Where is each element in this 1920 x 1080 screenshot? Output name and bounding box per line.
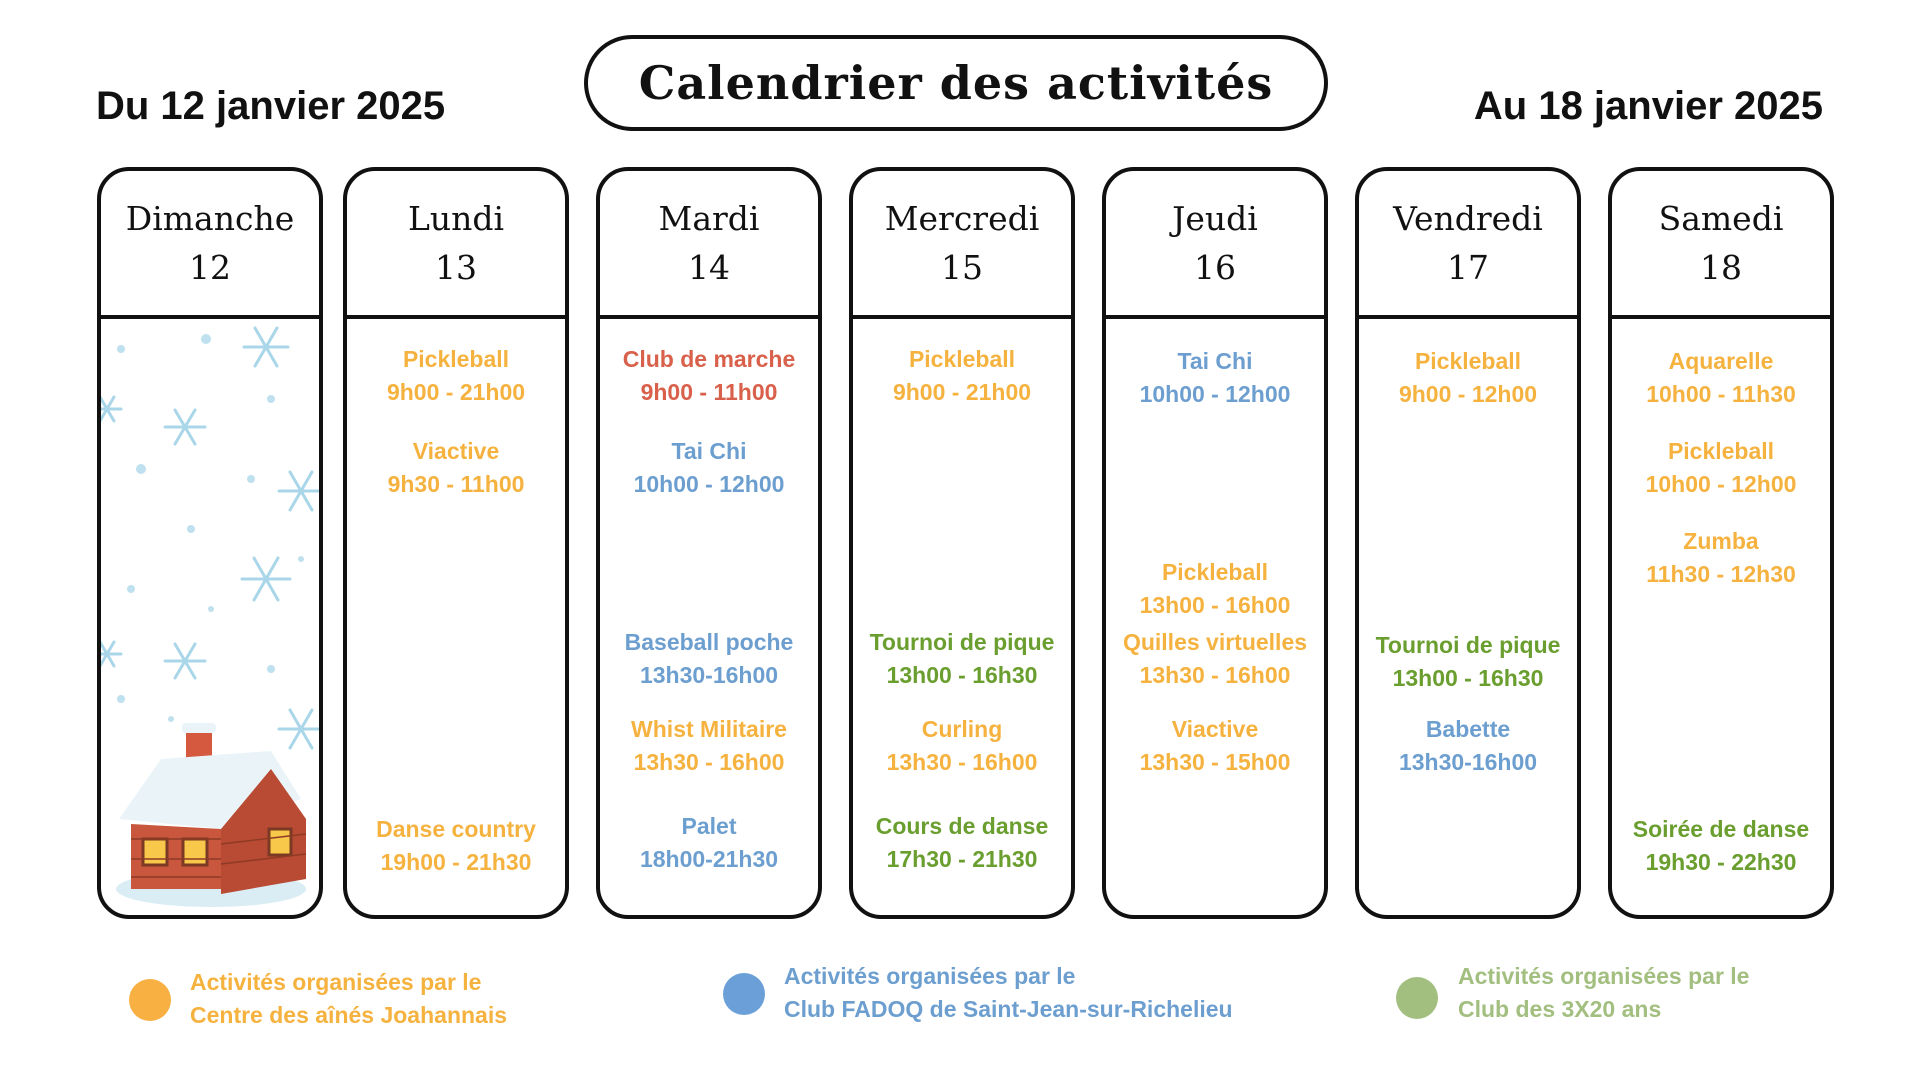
activity-time: 9h00 - 12h00 (1398, 381, 1538, 407)
winter-house-illustration (101, 319, 319, 919)
activity-title: Tournoi de pique (869, 629, 1055, 655)
activity-title: Zumba (1683, 528, 1759, 554)
day-number: 14 (688, 248, 730, 287)
day-column-jeudi (1102, 167, 1328, 919)
activity-title: Palet (681, 813, 737, 839)
day-header (1612, 171, 1830, 319)
activity-time: 13h30 - 16h00 (633, 749, 785, 775)
activity-item (600, 810, 818, 876)
activity-item (600, 713, 818, 779)
day-header (1359, 171, 1577, 319)
day-number: 13 (435, 248, 477, 287)
activity-title: Curling (921, 716, 1003, 742)
activity-time: 10h00 - 11h30 (1646, 381, 1796, 407)
start-date: Du 12 janvier 2025 (96, 84, 446, 128)
day-body (101, 319, 319, 919)
activity-title: Aquarelle (1668, 348, 1774, 374)
day-name: Lundi (407, 198, 505, 238)
day-body (1612, 319, 1830, 919)
activity-item (1106, 626, 1324, 692)
activity-title: Danse country (376, 816, 536, 842)
day-name: Mardi (658, 198, 760, 238)
activity-title: Viactive (412, 438, 500, 464)
activity-item (1106, 345, 1324, 411)
activity-item (1359, 713, 1577, 779)
legend-line: Activités organisées par le (784, 963, 1076, 989)
activity-title: Pickleball (1667, 438, 1775, 464)
activity-title: Soirée de danse (1632, 816, 1810, 842)
activity-item (1612, 345, 1830, 411)
day-column-vendredi (1355, 167, 1581, 919)
legend-dot-centre (129, 979, 171, 1021)
legend-line: Club FADOQ de Saint-Jean-sur-Richelieu (784, 996, 1233, 1022)
legend-text-3x20 (1458, 960, 1749, 1026)
legend-line: Centre des aînés Joahannais (190, 1002, 508, 1028)
activity-time: 19h00 - 21h30 (380, 849, 532, 875)
activity-time: 13h00 - 16h00 (1139, 592, 1291, 618)
activity-item (347, 343, 565, 409)
activity-time: 13h30-16h00 (639, 662, 779, 688)
activity-time: 13h00 - 16h30 (886, 662, 1038, 688)
activity-title: Club de marche (622, 346, 796, 372)
activity-item (1106, 713, 1324, 779)
day-name: Mercredi (884, 198, 1040, 238)
day-number: 15 (941, 248, 983, 287)
legend-dot-fadoq (723, 973, 765, 1015)
snowflake-icon (117, 334, 304, 722)
activity-time: 13h30 - 16h00 (1139, 662, 1291, 688)
activity-title: Pickleball (402, 346, 510, 372)
end-date: Au 18 janvier 2025 (1473, 84, 1823, 128)
activity-time: 9h00 - 11h00 (640, 379, 778, 405)
page-title: Calendrier des activités (584, 35, 1328, 131)
activity-title: Viactive (1171, 716, 1259, 742)
day-name: Samedi (1658, 198, 1784, 238)
activity-title: Cours de danse (875, 813, 1049, 839)
activity-time: 9h00 - 21h00 (892, 379, 1032, 405)
activity-title: Babette (1425, 716, 1511, 742)
day-header (101, 171, 319, 319)
activity-item (600, 343, 818, 409)
activity-title: Pickleball (908, 346, 1016, 372)
legend-text-centre (190, 966, 507, 1032)
activity-time: 11h30 - 12h30 (1646, 561, 1796, 587)
activity-item (347, 813, 565, 879)
activity-time: 13h00 - 16h30 (1392, 665, 1544, 691)
day-header (1106, 171, 1324, 319)
activity-time: 18h00-21h30 (639, 846, 779, 872)
day-column-samedi (1608, 167, 1834, 919)
day-name: Jeudi (1172, 198, 1258, 238)
day-body (347, 319, 565, 919)
activity-item (600, 435, 818, 501)
activity-title: Tai Chi (671, 438, 747, 464)
activity-item (1612, 525, 1830, 591)
activity-time: 13h30 - 16h00 (886, 749, 1038, 775)
day-column-dimanche (97, 167, 323, 919)
activity-item (600, 626, 818, 692)
day-number: 12 (189, 248, 231, 287)
day-header (853, 171, 1071, 319)
activity-item (347, 435, 565, 501)
day-column-lundi (343, 167, 569, 919)
activity-time: 17h30 - 21h30 (886, 846, 1038, 872)
activity-item (1106, 556, 1324, 622)
activity-item (1612, 435, 1830, 501)
day-name: Vendredi (1393, 198, 1543, 238)
activity-item (853, 713, 1071, 779)
activity-title: Tournoi de pique (1375, 632, 1561, 658)
activity-time: 13h30-16h00 (1398, 749, 1538, 775)
day-number: 16 (1194, 248, 1236, 287)
day-body (1106, 319, 1324, 919)
legend-dot-3x20 (1396, 977, 1438, 1019)
activity-item (1612, 813, 1830, 879)
activity-item (853, 810, 1071, 876)
day-body (600, 319, 818, 919)
activity-item (853, 626, 1071, 692)
day-body (1359, 319, 1577, 919)
day-body (853, 319, 1071, 919)
day-column-mardi (596, 167, 822, 919)
legend-line: Activités organisées par le (190, 969, 482, 995)
activity-title: Quilles virtuelles (1122, 629, 1308, 655)
day-number: 18 (1700, 248, 1742, 287)
day-column-mercredi (849, 167, 1075, 919)
activity-item (853, 343, 1071, 409)
activity-time: 9h30 - 11h00 (387, 471, 525, 497)
activity-item (1359, 629, 1577, 695)
activity-title: Baseball poche (624, 629, 794, 655)
activity-time: 19h30 - 22h30 (1645, 849, 1797, 875)
activity-title: Whist Militaire (631, 716, 787, 742)
day-name: Dimanche (125, 198, 295, 238)
activity-title: Pickleball (1414, 348, 1522, 374)
activity-time: 10h00 - 12h00 (633, 471, 785, 497)
day-number: 17 (1447, 248, 1489, 287)
activity-time: 10h00 - 12h00 (1645, 471, 1797, 497)
day-header (600, 171, 818, 319)
legend-text-fadoq (784, 960, 1233, 1026)
legend-line: Club des 3X20 ans (1458, 996, 1662, 1022)
activity-item (1359, 345, 1577, 411)
activity-time: 9h00 - 21h00 (386, 379, 526, 405)
activity-time: 13h30 - 15h00 (1139, 749, 1291, 775)
day-header (347, 171, 565, 319)
legend-line: Activités organisées par le (1458, 963, 1750, 989)
activity-title: Pickleball (1161, 559, 1269, 585)
activity-time: 10h00 - 12h00 (1139, 381, 1291, 407)
activity-title: Tai Chi (1177, 348, 1253, 374)
